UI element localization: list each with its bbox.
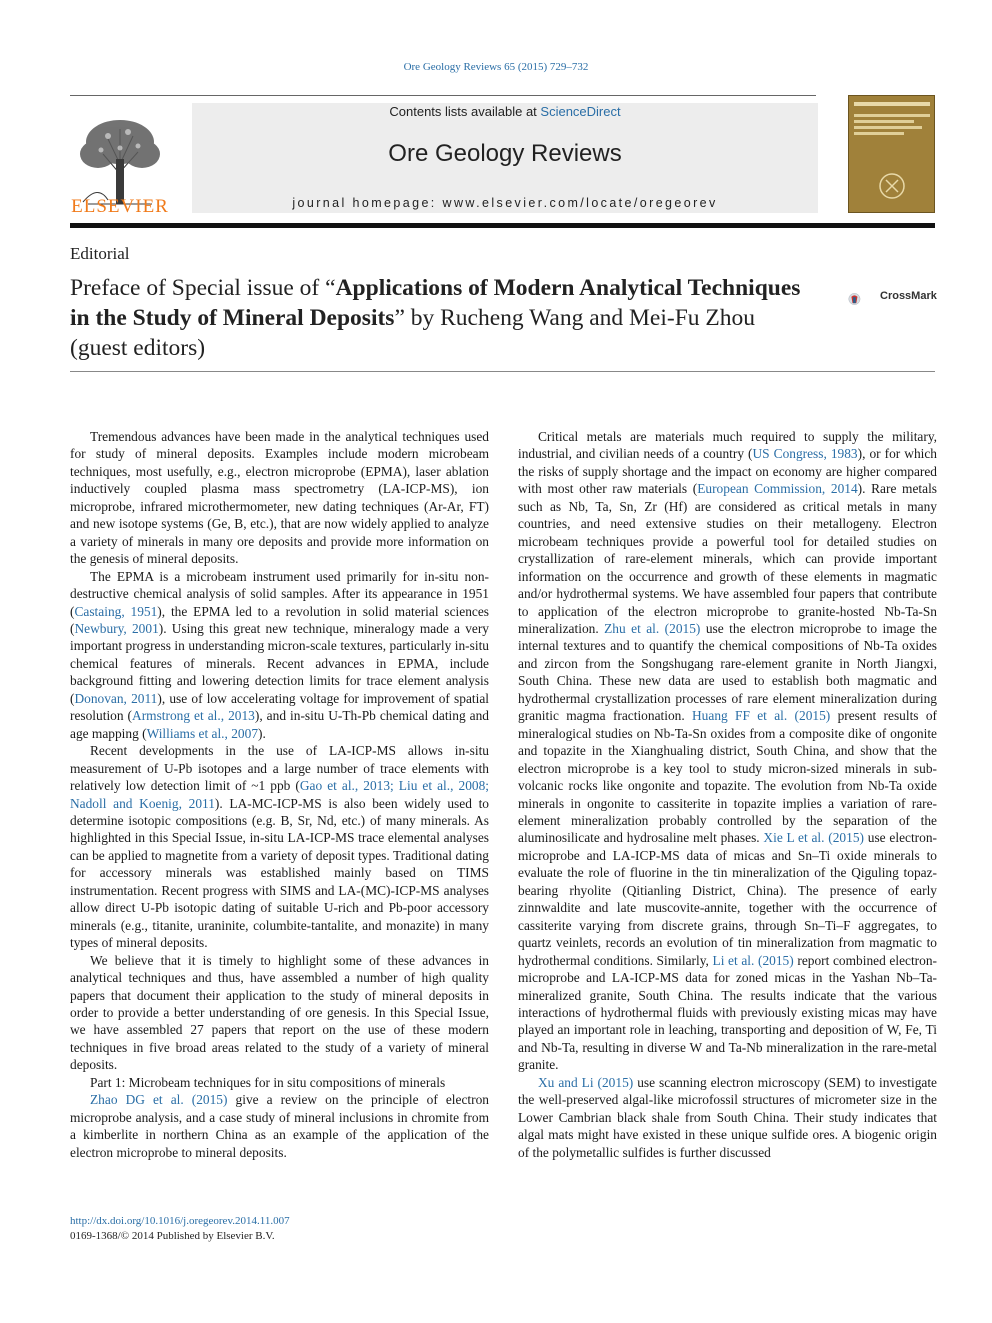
paragraph-text: ), the EPMA led to a revolution in solid material sciences (: [70, 603, 489, 636]
cover-emblem-icon: [878, 172, 906, 200]
reference-link[interactable]: Armstrong et al., 2013: [132, 708, 255, 724]
reference-link[interactable]: Castaing, 1951: [74, 603, 158, 619]
journal-citation[interactable]: Ore Geology Reviews 65 (2015) 729–732: [403, 61, 589, 73]
body-paragraph: [70, 1074, 489, 1091]
journal-homepage[interactable]: journal homepage: www.elsevier.com/locate/oregeorev: [292, 196, 718, 210]
paragraph-text: Tremendous advances have been made in the analytical techniques used for study of mineral deposits. Examples include modern microbeam techniques, most usefully, e.g., electron microprobe (EPMA), laser ablation inductively coupled plasma mass spectrometry (LA-ICP-MS), ion microprobe, infrared microthermometer, new dating techniques (Ar-Ar, FT) and new isotope systems (Ge, B, etc.), that are now widely applied to analyze a variety of minerals in many ore deposits and provide more information on the genesis of mineral deposits.: [70, 429, 489, 567]
sciencedirect-link[interactable]: ScienceDirect: [540, 104, 621, 119]
article-title: [70, 273, 810, 363]
title-suffix: ” by Rucheng Wang and Mei-Fu Zhou (guest editors): [70, 305, 756, 361]
paragraph-text: ), and in-situ U-Th-Pb chemical dating and age mapping (: [70, 708, 489, 741]
body-column-left: [70, 428, 489, 1161]
paragraph-text: ). LA-MC-ICP-MS is also been widely used to determine isotopic compositions (e.g. B, Sr, Nd, etc.) of many minerals. As highlighted in this Special Issue, in-situ LA-ICP-MS trace elemental analyses can be applied to magnetite from a variety of deposit types. Traditional dating for accessory minerals was established mainly based on TIMS instrumentation. Recent progress with SIMS and LA-(MC)-ICP-MS analyses allow direct U-Pb isotopic dating of suitable U-rich and Pb-poor accessory minerals (e.g., titanite, uraninite, columbite-tantalite, and monazite) in many types of mineral deposits.: [70, 795, 489, 951]
paragraph-text: ). Using this great new technique, mineralogy made a very important progress in understanding micron-scale textures, particularly in-situ chemical features of minerals. Recent advances in EPMA, include background fitting and lowering detection limits for trace element analysis (: [70, 620, 490, 706]
reference-link[interactable]: Gao et al., 2013; Liu et al., 2008; Nadoll and Koenig, 2011: [70, 778, 489, 811]
crossmark-icon[interactable]: [848, 282, 882, 316]
header-thick-rule: [70, 223, 935, 228]
reference-link[interactable]: Williams et al., 2007: [146, 725, 259, 741]
doi-link[interactable]: http://dx.doi.org/10.1016/j.oregeorev.2014.11.007: [70, 1215, 290, 1227]
paragraph-text: ).: [258, 725, 266, 741]
journal-title: Ore Geology Reviews: [388, 140, 622, 167]
paragraph-text: The EPMA is a microbeam instrument used primarily for in-situ non-destructive chemical analysis of solid samples. After its appearance in 1951 (: [70, 568, 489, 619]
body-column-right: [518, 428, 937, 1161]
reference-link[interactable]: Xie L et al. (2015): [763, 830, 864, 846]
body-paragraph: [70, 568, 489, 743]
body-paragraph: [518, 428, 937, 1074]
body-paragraph: [70, 952, 489, 1074]
title-rule: [70, 371, 935, 372]
crossmark-label[interactable]: CrossMark: [880, 290, 937, 302]
reference-link[interactable]: Newbury, 2001: [74, 620, 159, 636]
copyright: 0169-1368/© 2014 Published by Elsevier B.V.: [70, 1230, 275, 1242]
reference-link[interactable]: Li et al. (2015): [712, 952, 794, 968]
paragraph-text: Critical metals are materials much required to supply the military, industrial, and civilian needs of a country (: [518, 429, 937, 462]
paragraph-text: report combined electron-microprobe and LA-ICP-MS data for zoned micas in the Yashan Nb–Ta-mineralized granite, South China. The results indicate that the various interactions of hydrothermal fluids with previously existing micas may have played an important role in leaching, transporting and deposition of W, Fe, Ti and Nb-Ta, resulting in diverse W and Ta-Nb mineralization in the rare-metal granite.: [518, 952, 937, 1073]
publisher-logo-text[interactable]: ELSEVIER: [71, 196, 169, 217]
paragraph-text: use scanning electron microscopy (SEM) to investigate the well-preserved algal-like microfossil structures of micrometer size in the Lower Cambrian black shale from South China. Their study indicates that algal mats might have existed in these unique sulfide ores. A biogenic origin of the polymetallic sulfides is further discussed: [518, 1074, 937, 1160]
contents-prefix: Contents lists available at: [389, 104, 541, 119]
header-top-rule: [70, 95, 816, 96]
paragraph-text: give a review on the principle of electron microprobe analysis, and a case study of mineral inclusions in chromite from a kimberlite in northern China as an example of the application of the electron microprobe to mineral deposits.: [70, 1092, 489, 1160]
paragraph-text: ), or for which the risks of supply shortage and the impact on economy are higher compared with most other raw materials (: [518, 446, 937, 497]
reference-link[interactable]: European Commission, 2014: [697, 481, 858, 497]
reference-link[interactable]: Xu and Li (2015): [538, 1074, 634, 1090]
title-prefix: Preface of Special issue of “: [70, 275, 336, 301]
paragraph-text: We believe that it is timely to highlight some of these advances in analytical techniques and thus, have assembled a number of high quality papers that document their application to the study of mineral deposits in order to provide a better understanding of ore genesis. In this Special Issue, we have assembled 27 papers that report on the use of these modern techniques in five broad areas related to the study of a variety of mineral deposits.: [70, 952, 489, 1073]
paragraph-text: present results of mineralogical studies on Nb-Ta-Sn oxides from a composite dike of ongonite and topazite in the Xianghualing district, South China, and show that the electron microprobe is a key tool to study micron-sized minerals in sub-volcanic rocks like ongonite and topazite. The evolution from Nb-Ta oxide minerals in ongonite to cassiterite in topazite implies a variation of rare-element mineralization probably controlled by the separation of the aluminosilicate and hydrosaline melt phases.: [518, 708, 937, 846]
paragraph-text: use electron-microprobe and LA-ICP-MS data of micas and Sn–Ti oxide minerals to evaluate the role of fluorine in the tin mineralization of the Qiguling topaz-bearing rhyolite (Qitianling District, China). The presence of early zinnwaldite and late muscovite-annite, together with the occurrence of cassiterite varying from discrete grains, through Sn–Ti–F aggregates, to quartz veinlets, records an evolution of tin mineralization from magmatic to hydrothermal conditions. Similarly,: [518, 830, 937, 968]
reference-link[interactable]: Huang FF et al. (2015): [692, 708, 831, 724]
body-paragraph: [70, 1091, 489, 1161]
reference-link[interactable]: US Congress, 1983: [752, 446, 858, 462]
title-bold: Applications of Modern Analytical Techniques in the Study of Mineral Deposits: [70, 275, 801, 331]
article-type: Editorial: [70, 244, 130, 263]
reference-link[interactable]: Zhu et al. (2015): [604, 620, 701, 636]
body-paragraph: [518, 1074, 937, 1161]
reference-link[interactable]: Donovan, 2011: [74, 690, 158, 706]
contents-line: [192, 104, 818, 119]
paragraph-text: use the electron microprobe to image the internal textures and to quantify the chemical compositions of Nb-Ta oxides and zircon from the Songshugang rare-element granite in North Jiangxi, South China. These new data are used to establish both magmatic and hydrothermal crystallization processes of rare element mineralization during granitic magma fractionation.: [518, 620, 937, 724]
body-paragraph: [70, 742, 489, 951]
body-paragraph: [70, 428, 489, 568]
paragraph-text: ), use of low accelerating voltage for improvement of spatial resolution (: [70, 690, 490, 724]
journal-cover-thumbnail-icon[interactable]: [848, 95, 935, 213]
paragraph-text: ). Rare metals such as Nb, Ta, Sn, Zr (Hf) are considered as critical metals in many countries, and need extensive studies on their metallogeny. Electron microbeam techniques provide a powerful tool for detailed studies on crystallization of rare-element minerals, which can provide important information on the occurrence and growth of these elements in magmatic and/or hydrothermal systems. We have assembled four papers that contribute to application of the electron microprobe to granite-hosted Nb-Ta-Sn mineralization.: [518, 481, 938, 636]
paragraph-text: Part 1: Microbeam techniques for in situ compositions of minerals: [90, 1074, 446, 1090]
reference-link[interactable]: Zhao DG et al. (2015): [90, 1092, 228, 1108]
paragraph-text: Recent developments in the use of LA-ICP-MS allows in-situ measurement of U-Pb isotopes and a large number of trace elements with relatively low detection limit of ~1 ppb (: [70, 743, 489, 794]
